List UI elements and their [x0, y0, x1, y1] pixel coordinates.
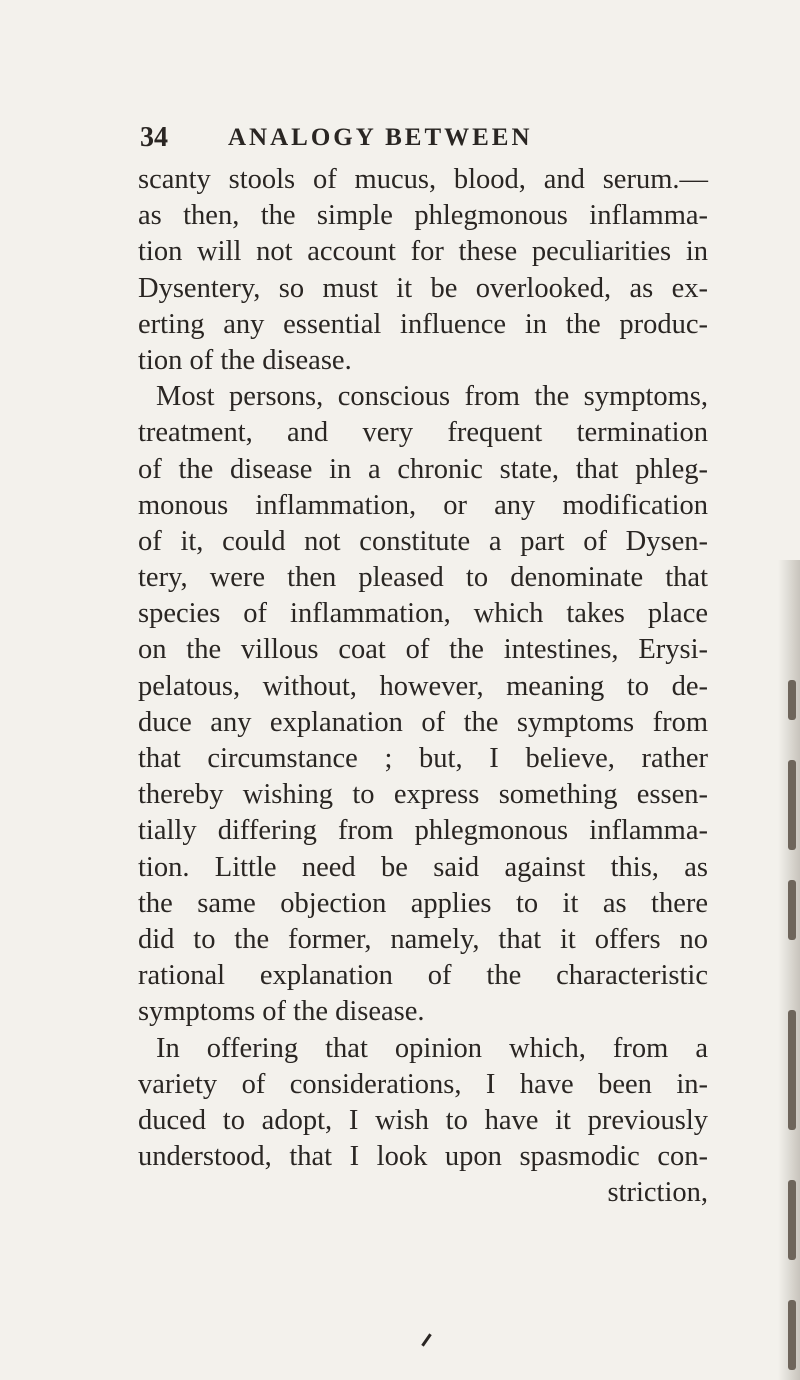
page-header — [140, 122, 700, 158]
text-line: symptoms of the disease. — [138, 996, 425, 1028]
page-edge-mark — [788, 1180, 796, 1260]
page-edge-mark — [788, 880, 796, 940]
text-line: rational explanation of the characteristic — [138, 960, 708, 992]
running-head: ANALOGY BETWEEN — [228, 124, 533, 151]
text-line: duce any explanation of the symptoms from — [138, 706, 708, 738]
page-number: 34 — [140, 122, 168, 153]
text-line: thereby wishing to express something essen- — [138, 779, 708, 811]
page-edge-mark — [788, 1300, 796, 1370]
stray-ink-mark — [421, 1333, 431, 1346]
text-line: treatment, and very frequent termination — [138, 417, 708, 449]
text-line: species of inflammation, which takes place — [138, 598, 708, 630]
page-edge-mark — [788, 760, 796, 850]
text-line: that circumstance ; but, I believe, rather — [138, 743, 708, 774]
text-line: tially differing from phlegmonous inflamma- — [138, 815, 708, 847]
text-line: pelatous, without, however, meaning to de- — [138, 670, 708, 702]
page-edge-mark — [788, 1010, 796, 1130]
catchword: striction, — [607, 1177, 708, 1209]
text-line: did to the former, namely, that it offers no — [138, 923, 708, 955]
text-line: variety of considerations, I have been in- — [138, 1068, 708, 1100]
text-line: understood, that I look upon spasmodic con- — [138, 1141, 708, 1173]
text-line: scanty stools of mucus, blood, and serum.— — [138, 164, 708, 195]
text-line: Dysentery, so must it be overlooked, as ex- — [138, 272, 708, 304]
text-line: on the villous coat of the intestines, Erysi- — [138, 634, 708, 666]
text-line: of it, could not constitute a part of Dysen- — [138, 525, 708, 557]
text-line: tery, were then pleased to denominate that — [138, 562, 708, 594]
text-line: as then, the simple phlegmonous inflamma- — [138, 200, 708, 232]
text-line: monous inflammation, or any modification — [138, 489, 708, 521]
text-line: of the disease in a chronic state, that phleg- — [138, 453, 708, 485]
text-line: Most persons, conscious from the symptoms, — [156, 381, 708, 413]
page-edge-mark — [788, 680, 796, 720]
text-line: tion. Little need be said against this, as — [138, 851, 708, 883]
body-text — [138, 162, 708, 1211]
text-line: tion of the disease. — [138, 344, 352, 376]
text-line: erting any essential influence in the produc- — [138, 308, 708, 340]
text-line: In offering that opinion which, from a — [156, 1032, 708, 1064]
text-line: tion will not account for these peculiarities in — [138, 236, 708, 268]
text-line: the same objection applies to it as there — [138, 887, 708, 919]
text-line: duced to adopt, I wish to have it previously — [138, 1104, 708, 1136]
